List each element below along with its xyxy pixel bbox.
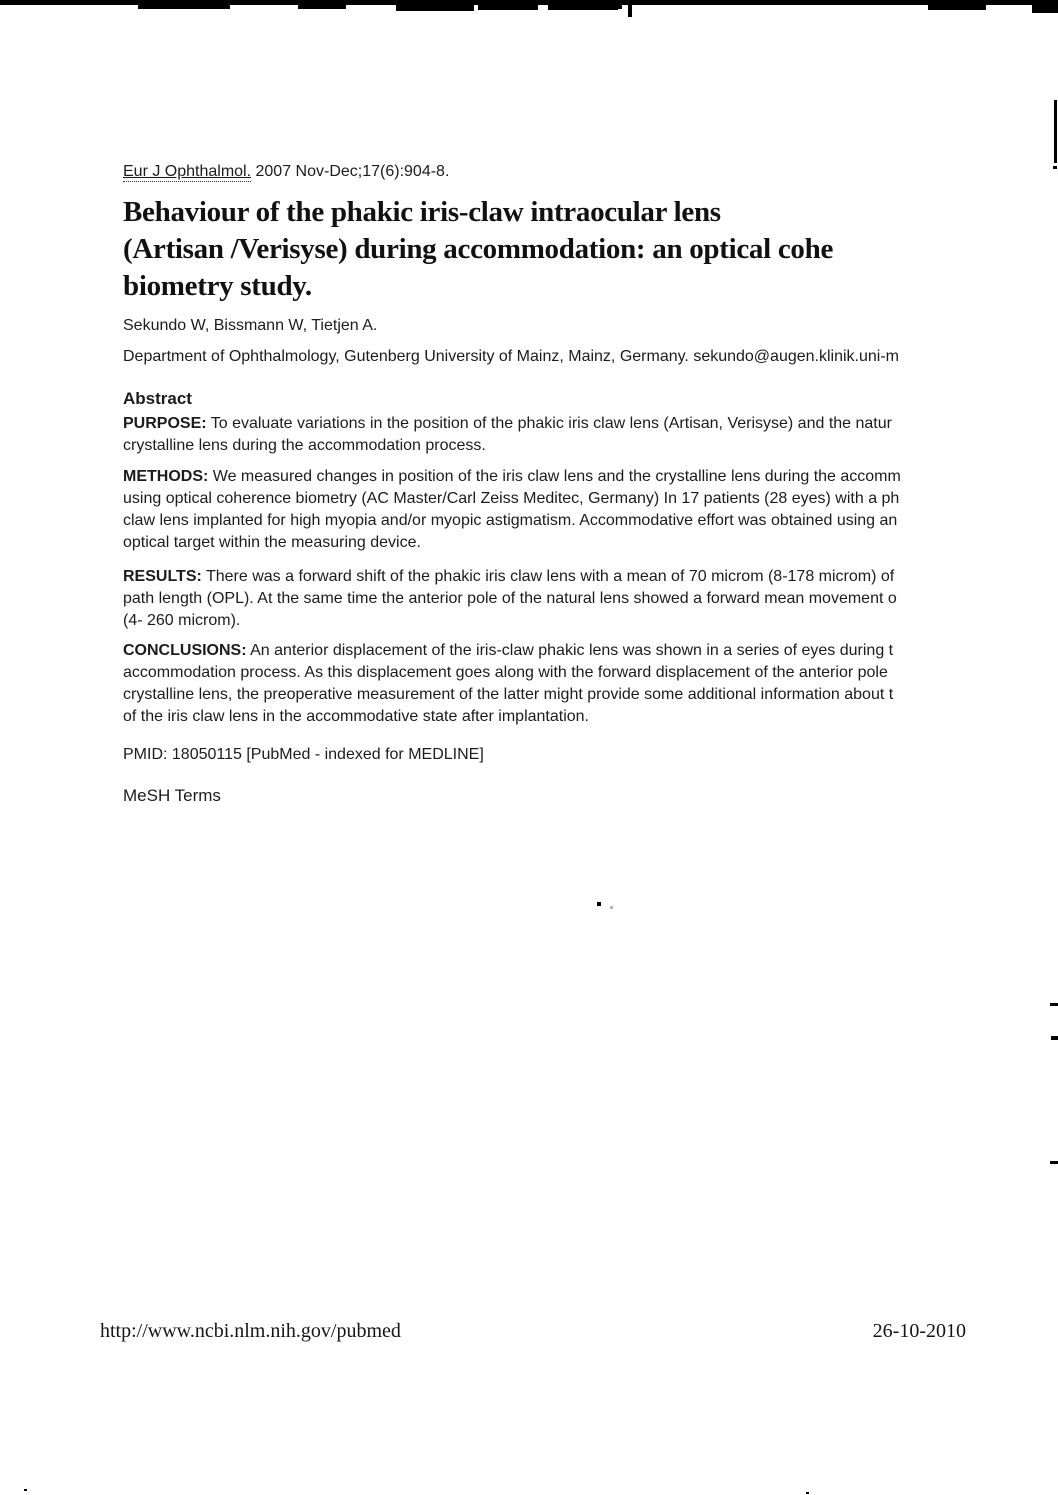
journal-name: Eur J Ophthalmol. (123, 163, 252, 180)
citation-details: 2007 Nov-Dec;17(6):904-8. (251, 163, 450, 180)
results-text-line: (4- 260 microm). (123, 612, 241, 629)
footer-date: 26-10-2010 (872, 1320, 966, 1342)
purpose-label: PURPOSE: (123, 415, 207, 432)
article-title-line: biometry study. (123, 270, 312, 302)
footer-url: http://www.ncbi.nlm.nih.gov/pubmed (100, 1320, 401, 1342)
conclusions-paragraph (123, 640, 893, 728)
conclusions-text-line: of the iris claw lens in the accommodative state after implantation. (123, 708, 589, 725)
methods-text-line: using optical coherence biometry (AC Master/Carl Zeiss Meditec, Germany) In 17 patients (28 eyes) with a ph (123, 490, 900, 507)
article-title (123, 194, 833, 305)
authors-line: Sekundo W, Bissmann W, Tietjen A. (123, 317, 378, 334)
methods-text-line: claw lens implanted for high myopia and/or myopic astigmatism. Accommodative effort was obtained using an (123, 512, 898, 529)
methods-text-line: optical target within the measuring device. (123, 534, 421, 551)
article-title-line: Behaviour of the phakic iris-claw intraocular lens (123, 196, 721, 228)
mesh-terms-heading: MeSH Terms (123, 786, 221, 805)
methods-label: METHODS: (123, 468, 209, 485)
purpose-text-line: To evaluate variations in the position of the phakic iris claw lens (Artisan, Verisyse) and the natur (206, 415, 892, 432)
purpose-text-line: crystalline lens during the accommodation process. (123, 437, 486, 454)
journal-citation (123, 163, 449, 181)
methods-paragraph (123, 466, 901, 554)
results-text-line: path length (OPL). At the same time the anterior pole of the natural lens showed a forward mean movement o (123, 590, 897, 607)
results-paragraph (123, 566, 897, 632)
pmid-line: PMID: 18050115 [PubMed - indexed for MEDLINE] (123, 746, 484, 763)
article-title-line: (Artisan /Verisyse) during accommodation: an optical cohe (123, 233, 834, 265)
results-text-line: There was a forward shift of the phakic iris claw lens with a mean of 70 microm (8-178 microm) of (201, 568, 895, 585)
conclusions-label: CONCLUSIONS: (123, 642, 247, 659)
conclusions-text-line: An anterior displacement of the iris-claw phakic lens was shown in a series of eyes during t (246, 642, 894, 659)
results-label: RESULTS: (123, 568, 202, 585)
conclusions-text-line: crystalline lens, the preoperative measurement of the latter might provide some additional information about t (123, 686, 894, 703)
conclusions-text-line: accommodation process. As this displacement goes along with the forward displacement of the anterior pole (123, 664, 888, 681)
purpose-paragraph (123, 413, 892, 457)
abstract-heading: Abstract (123, 389, 192, 408)
affiliation-line: Department of Ophthalmology, Gutenberg University of Mainz, Mainz, Germany. sekundo@augen.klinik.uni-m (123, 348, 899, 365)
methods-text-line: We measured changes in position of the iris claw lens and the crystalline lens during the accomm (208, 468, 901, 485)
